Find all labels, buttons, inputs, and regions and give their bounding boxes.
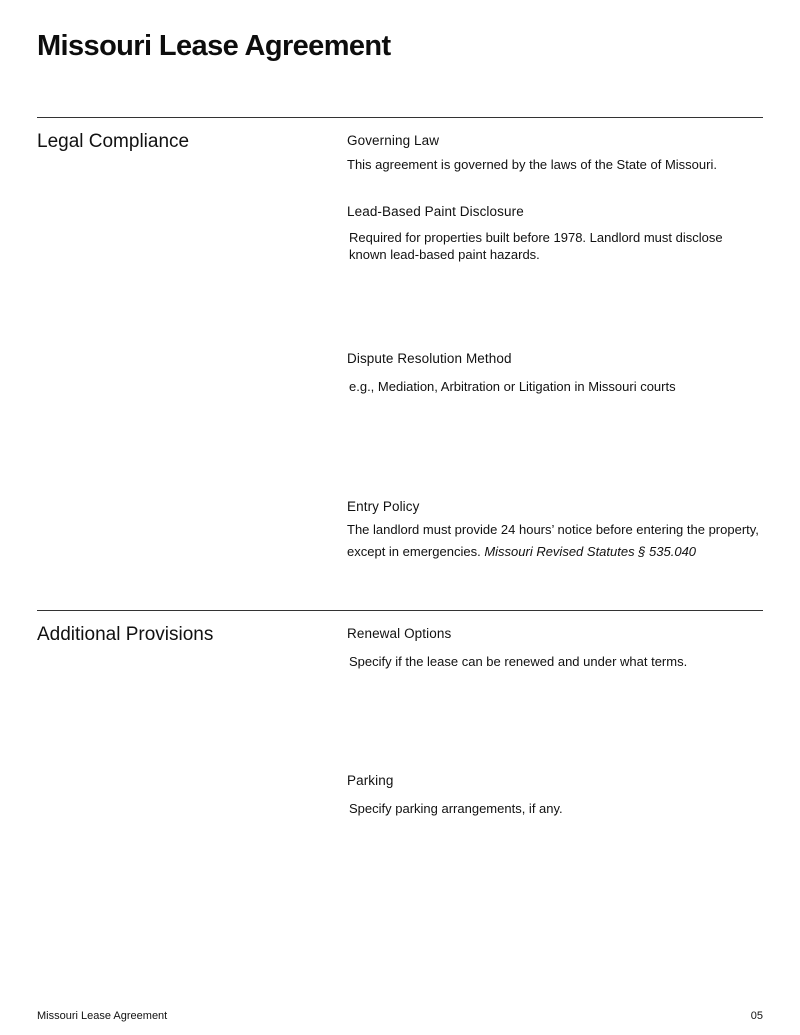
field-label-lead-paint: Lead-Based Paint Disclosure bbox=[347, 204, 524, 219]
entry-policy-body: The landlord must provide 24 hours’ notice before entering the property, except in emergencies. bbox=[347, 522, 759, 559]
field-text-dispute-resolution: e.g., Mediation, Arbitration or Litigation in Missouri courts bbox=[349, 379, 676, 394]
field-label-parking: Parking bbox=[347, 773, 394, 788]
field-label-dispute-resolution: Dispute Resolution Method bbox=[347, 351, 512, 366]
entry-policy-citation: Missouri Revised Statutes § 535.040 bbox=[484, 544, 697, 559]
section-heading-additional-provisions: Additional Provisions bbox=[37, 624, 214, 645]
document-title: Missouri Lease Agreement bbox=[37, 30, 391, 62]
field-text-lead-paint: Required for properties built before 1978. Landlord must disclose known lead-based paint hazards. bbox=[349, 230, 723, 262]
field-label-governing-law: Governing Law bbox=[347, 133, 440, 148]
section-divider bbox=[37, 117, 763, 118]
section-heading-legal-compliance: Legal Compliance bbox=[37, 131, 190, 152]
field-text-entry-policy bbox=[347, 519, 772, 563]
field-label-renewal-options: Renewal Options bbox=[347, 626, 452, 641]
field-label-entry-policy: Entry Policy bbox=[347, 499, 420, 514]
field-text-parking: Specify parking arrangements, if any. bbox=[349, 801, 563, 816]
field-text-renewal-options: Specify if the lease can be renewed and under what terms. bbox=[349, 654, 688, 669]
footer-page-number: 05 bbox=[750, 1010, 763, 1022]
field-text-governing-law: This agreement is governed by the laws of the State of Missouri. bbox=[347, 157, 717, 172]
footer-document-title: Missouri Lease Agreement bbox=[37, 1010, 168, 1022]
section-divider bbox=[37, 610, 763, 611]
